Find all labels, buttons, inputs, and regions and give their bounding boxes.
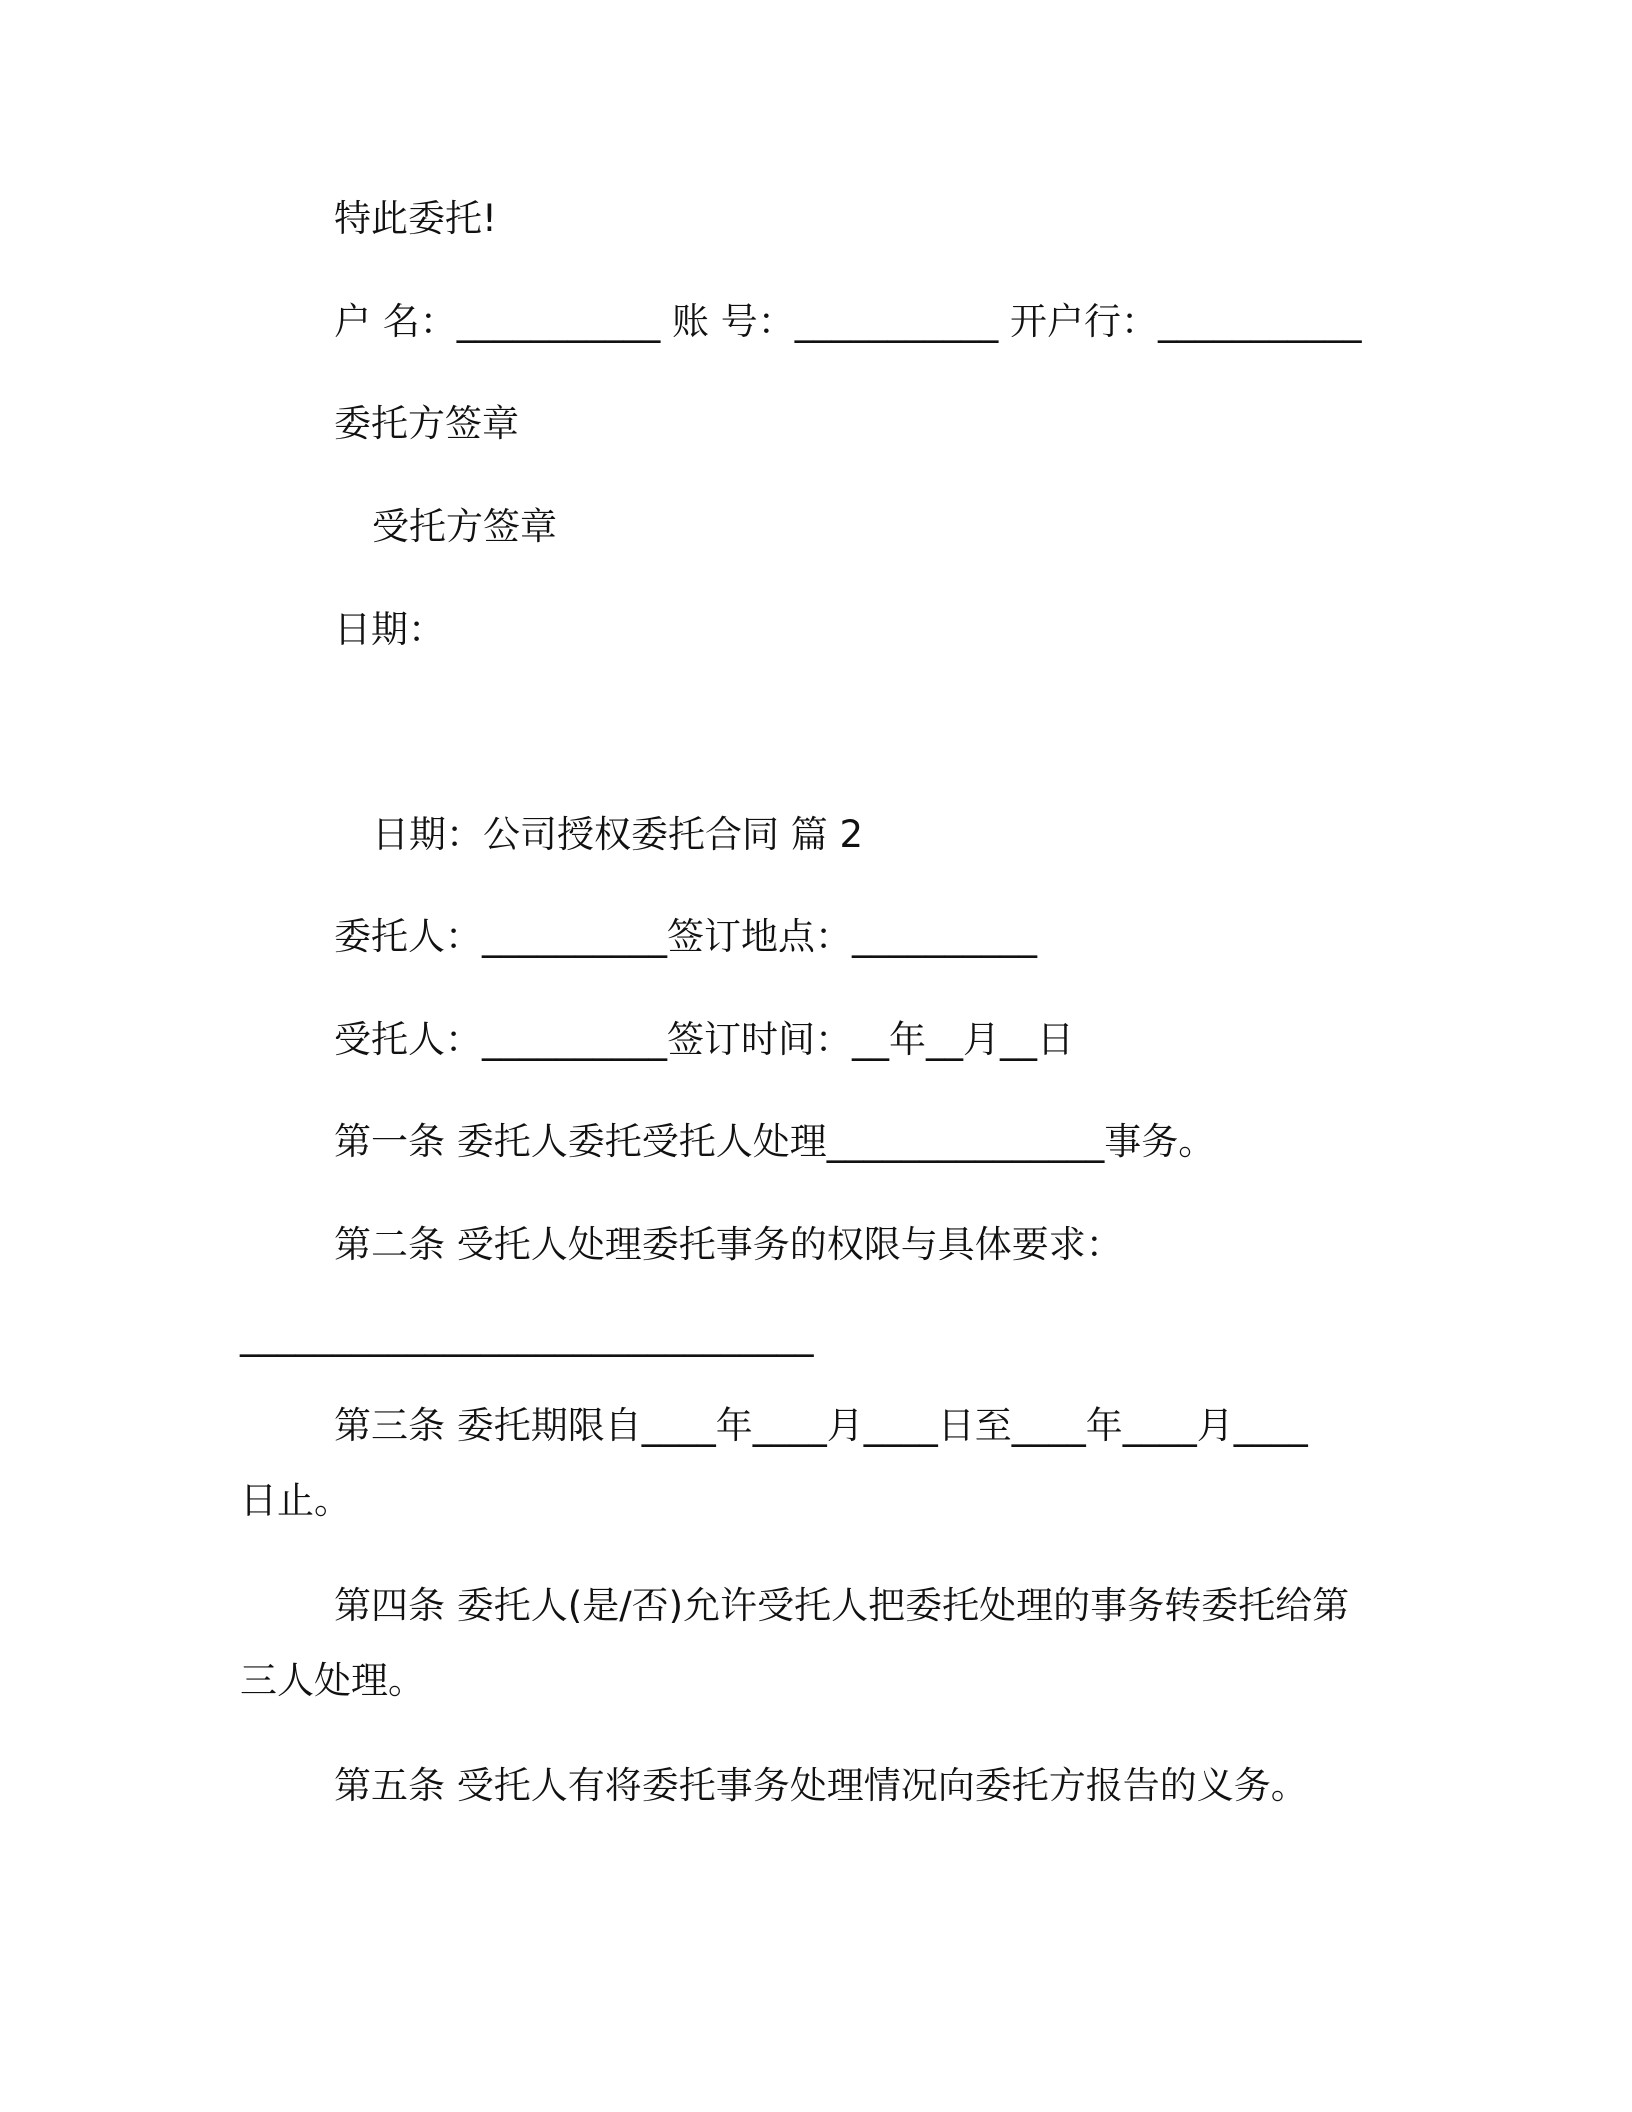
special-entrust-line: 特此委托! — [334, 197, 497, 240]
date-line: 日期： — [334, 608, 445, 651]
article-2-line: 第二条 受托人处理委托事务的权限与具体要求： — [334, 1223, 1123, 1266]
article-1-line: 第一条 委托人委托受托人处理_______________事务。 — [334, 1120, 1216, 1163]
article-2-blank-line: _______________________________ — [240, 1314, 814, 1357]
trustee-seal-line: 受托方签章 — [372, 505, 557, 548]
client-seal-line: 委托方签章 — [334, 402, 519, 445]
article-4-continuation: 三人处理。 — [240, 1659, 425, 1702]
article-3-line: 第三条 委托期限自____年____月____日至____年____月____ — [334, 1404, 1308, 1447]
agent-time-line: 受托人：__________签订时间：__年__月__日 — [334, 1018, 1074, 1061]
article-5-line: 第五条 受托人有将委托事务处理情况向委托方报告的义务。 — [334, 1764, 1308, 1807]
article-3-continuation: 日止。 — [240, 1479, 351, 1522]
account-info-line: 户 名：___________ 账 号：___________ 开户行：___________ — [334, 300, 1362, 343]
section-title-line: 日期：公司授权委托合同 篇 2 — [372, 813, 864, 856]
principal-place-line: 委托人：__________签订地点：__________ — [334, 915, 1037, 958]
article-4-line: 第四条 委托人(是/否)允许受托人把委托处理的事务转委托给第 — [334, 1584, 1350, 1627]
